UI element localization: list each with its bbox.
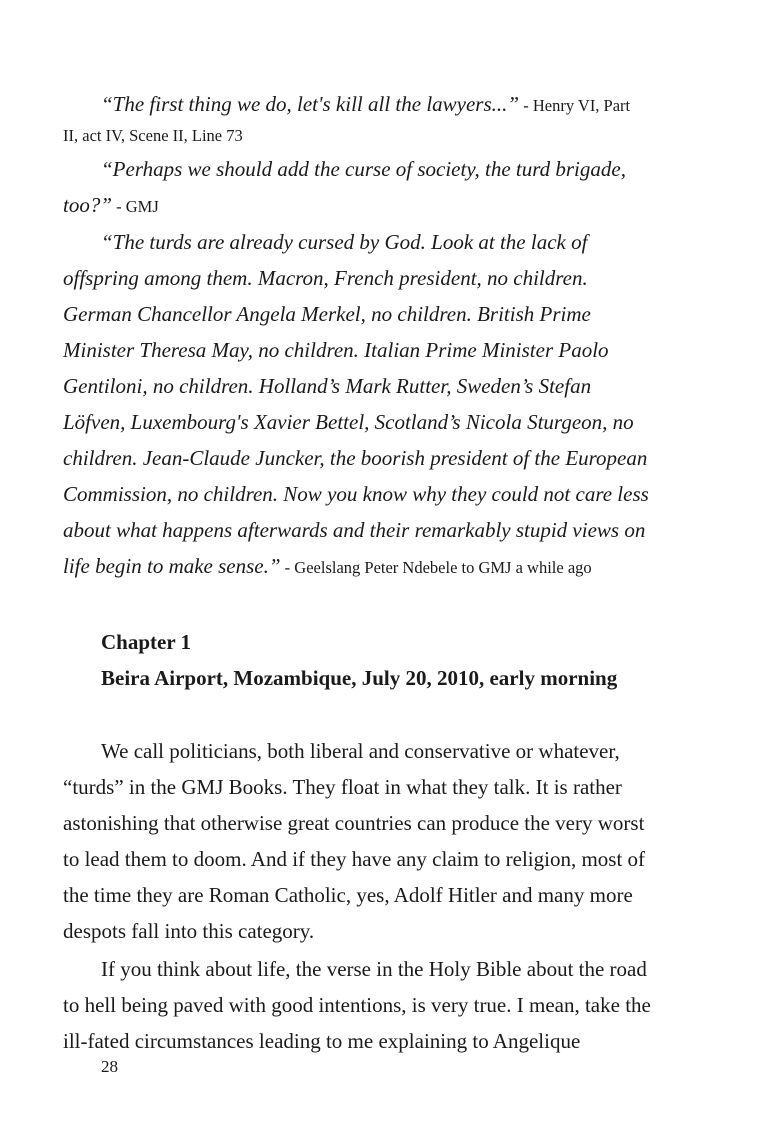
epigraph-2-text: too?” [63, 193, 113, 217]
body-line: We call politicians, both liberal and conservative or whatever, [101, 739, 620, 763]
epigraph-3-line: Minister Theresa May, no children. Italian Prime Minister Paolo [63, 338, 609, 362]
epigraph-3-line [63, 548, 592, 586]
epigraph-3-line: Gentiloni, no children. Holland’s Mark Rutter, Sweden’s Stefan [63, 374, 592, 398]
epigraph-2-line [63, 187, 159, 225]
epigraph-3-line: “The turds are already cursed by God. Look at the lack of [101, 230, 588, 254]
epigraph-1-attribution-cont: II, act IV, Scene II, Line 73 [63, 126, 243, 145]
epigraph-3-line: Commission, no children. Now you know why they could not care less [63, 482, 649, 506]
body-line: to hell being paved with good intentions, is very true. I mean, take the [63, 993, 651, 1017]
body-line: despots fall into this category. [63, 919, 315, 943]
epigraph-1-text: “The first thing we do, let's kill all the lawyers...” [101, 92, 520, 116]
epigraph-3-line: German Chancellor Angela Merkel, no children. British Prime [63, 302, 591, 326]
epigraph-3-line: children. Jean-Claude Juncker, the boorish president of the European [63, 446, 648, 470]
epigraph-1-attribution: - Henry VI, Part [519, 96, 631, 115]
body-line: astonishing that otherwise great countries can produce the very worst [63, 811, 645, 835]
chapter-title: Chapter 1 [101, 630, 192, 654]
epigraph-3-attribution: - Geelslang Peter Ndebele to GMJ a while ago [280, 558, 592, 577]
epigraph-3-text: life begin to make sense.” [63, 554, 281, 578]
body-line: to lead them to doom. And if they have any claim to religion, most of [63, 847, 646, 871]
epigraph-3-line: offspring among them. Macron, French president, no children. [63, 266, 588, 290]
epigraph-2-line: “Perhaps we should add the curse of society, the turd brigade, [101, 157, 626, 181]
page-number: 28 [101, 1057, 118, 1076]
epigraph-2-attribution: - GMJ [112, 197, 159, 216]
body-line: the time they are Roman Catholic, yes, Adolf Hitler and many more [63, 883, 633, 907]
body-line: “turds” in the GMJ Books. They float in what they talk. It is rather [63, 775, 622, 799]
body-line: If you think about life, the verse in the Holy Bible about the road [101, 957, 647, 981]
body-line: ill-fated circumstances leading to me explaining to Angelique [63, 1029, 581, 1053]
epigraph-3-line: Löfven, Luxembourg's Xavier Bettel, Scotland’s Nicola Sturgeon, no [63, 410, 634, 434]
chapter-subtitle: Beira Airport, Mozambique, July 20, 2010, early morning [101, 666, 618, 690]
epigraph-3-line: about what happens afterwards and their remarkably stupid views on [63, 518, 646, 542]
